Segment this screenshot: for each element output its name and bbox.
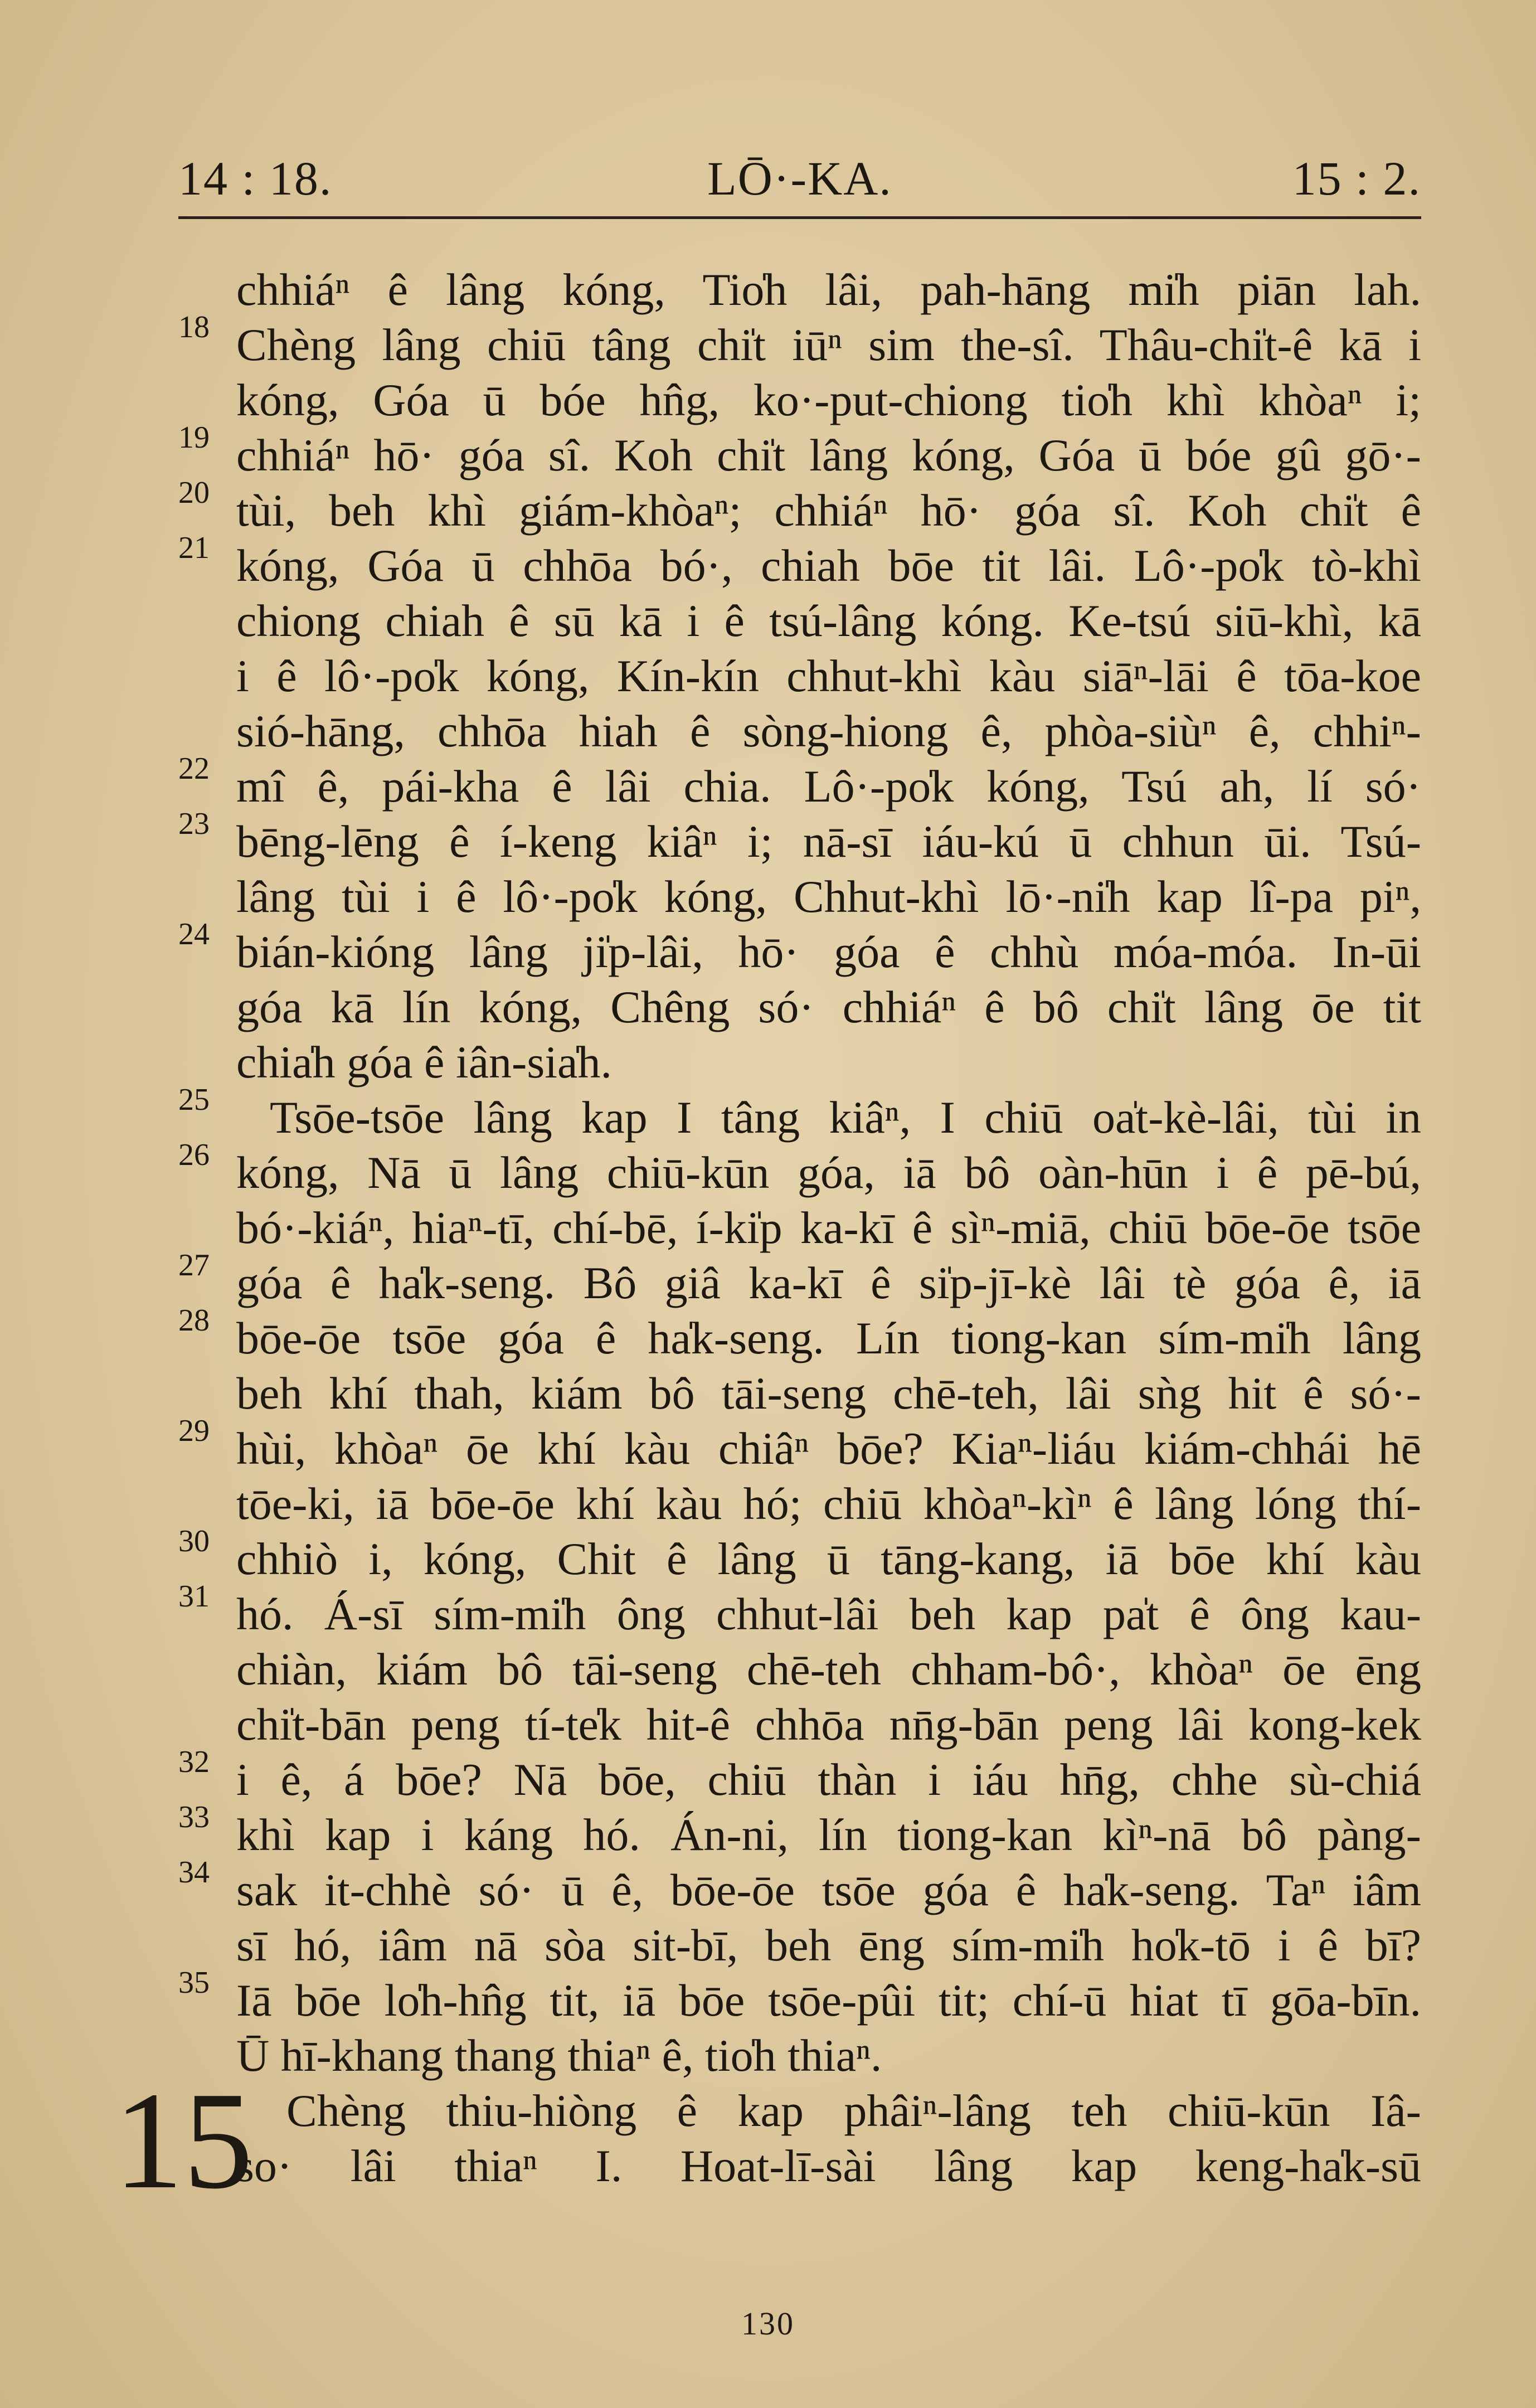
verse-number: 33 — [178, 1800, 210, 1834]
line-text: bēng-lēng ê í-keng kiâⁿ i; nā-sī iáu-kú ū chhun ūi. Tsú- — [236, 816, 1421, 867]
text-line — [178, 475, 1421, 538]
text-line — [178, 531, 1421, 593]
header-book-title: LŌ·-KA. — [707, 152, 892, 205]
verse-number: 29 — [178, 1414, 210, 1448]
line-text: chi̍t-bān peng tí-te̍k hit-ê chhōa nn̄g-bān peng lâi kong-kek — [236, 1699, 1421, 1750]
text-line — [236, 869, 1421, 924]
text-line — [178, 310, 1421, 372]
page-number: 130 — [741, 2305, 795, 2342]
line-text: hùi, khòaⁿ ōe khí kàu chiâⁿ bōe? Kiaⁿ-liáu kiám-chhái hē — [236, 1423, 1421, 1474]
text-line — [178, 1414, 1421, 1476]
line-text: bó·-kiáⁿ, hiaⁿ-tī, chí-bē, í-ki̍p ka-kī ê sìⁿ-miā, chiū bōe-ōe tsōe — [236, 1202, 1421, 1253]
text-line — [236, 1697, 1421, 1752]
text-line — [236, 593, 1421, 648]
line-text: Chèng lâng chiū tâng chi̍t iūⁿ sim the-sî. Thâu-chi̍t-ê kā i — [236, 319, 1421, 370]
line-text: góa kā lín kóng, Chêng só· chhiáⁿ ê bô chi̍t lâng ōe tit — [236, 982, 1421, 1032]
verse-number: 27 — [178, 1248, 210, 1283]
line-text: sió-hāng, chhōa hiah ê sòng-hiong ê, phòa-siùⁿ ê, chhiⁿ- — [236, 706, 1421, 756]
header-left-reference: 14 : 18. — [178, 152, 333, 205]
text-line — [178, 1524, 1421, 1586]
verse-number: 20 — [178, 475, 210, 510]
text-line — [178, 1965, 1421, 2028]
text-line — [236, 648, 1421, 703]
chapter-number: 15 — [114, 2064, 253, 2218]
running-header — [178, 151, 1421, 217]
text-line — [236, 1366, 1421, 1421]
text-line — [236, 1476, 1421, 1531]
line-text: i ê, á bōe? Nā bōe, chiū thàn i iáu hn̄g, chhe sù-chiá — [236, 1754, 1421, 1805]
verse-number: 28 — [178, 1303, 210, 1338]
line-text: tùi, beh khì giám-khòaⁿ; chhiáⁿ hō· góa sî. Koh chi̍t ê — [236, 485, 1421, 536]
verse-number: 24 — [178, 917, 210, 951]
line-text: chiong chiah ê sū kā i ê tsú-lâng kóng. Ke-tsú siū-khì, kā — [236, 595, 1421, 646]
line-text: sak it-chhè só· ū ê, bōe-ōe tsōe góa ê ha̍k-seng. Taⁿ iâm — [236, 1865, 1421, 1915]
text-line — [236, 1917, 1421, 1973]
verse-number: 23 — [178, 807, 210, 841]
text-line — [178, 917, 1421, 979]
verse-number: 25 — [178, 1082, 210, 1117]
text-line — [236, 979, 1421, 1035]
line-text: chhiò i, kóng, Chit ê lâng ū tāng-kang, iā bōe khí kàu — [236, 1533, 1421, 1584]
line-text: Tsōe-tsōe lâng kap I tâng kiâⁿ, I chiū oa̍t-kè-lâi, tùi in — [270, 1092, 1421, 1143]
header-rule — [178, 216, 1421, 219]
line-text: chia̍h góa ê iân-sia̍h. — [236, 1037, 612, 1088]
verse-number: 32 — [178, 1745, 210, 1779]
verse-number: 22 — [178, 751, 210, 786]
line-text: chiàn, kiám bô tāi-seng chē-teh chham-bô·, khòaⁿ ōe ēng — [236, 1644, 1421, 1695]
line-text: chhiáⁿ hō· góa sî. Koh chi̍t lâng kóng, Góa ū bóe gû gō·- — [236, 430, 1421, 480]
text-line — [178, 1248, 1421, 1310]
line-text: kóng, Góa ū bóe hn̂g, ko·-put-chiong tio̍h khì khòaⁿ i; — [236, 375, 1421, 425]
text-line — [178, 1082, 1421, 1145]
text-line — [178, 1745, 1421, 1807]
text-line — [178, 1303, 1421, 1366]
line-text: lâng tùi i ê lô·-po̍k kóng, Chhut-khì lō·-ni̍h kap lî-pa piⁿ, — [236, 871, 1421, 922]
verse-number: 21 — [178, 531, 210, 565]
text-line — [236, 2028, 1421, 2083]
text-line — [236, 1200, 1421, 1255]
text-line — [236, 703, 1421, 759]
verse-number: 18 — [178, 310, 210, 344]
text-line — [178, 807, 1421, 869]
text-line — [236, 2138, 1421, 2193]
verse-number: 19 — [178, 420, 210, 455]
line-text: tōe-ki, iā bōe-ōe khí kàu hó; chiū khòaⁿ-kìⁿ ê lâng lóng thí- — [236, 1478, 1421, 1529]
line-text: khì kap i káng hó. Án-ni, lín tiong-kan kìⁿ-nā bô pàng- — [236, 1809, 1421, 1860]
line-text: Ū hī-khang thang thiaⁿ ê, tio̍h thiaⁿ. — [236, 2030, 882, 2081]
text-line — [178, 1855, 1421, 1917]
verse-number: 26 — [178, 1138, 210, 1172]
text-line — [178, 1579, 1421, 1642]
text-line — [236, 372, 1421, 428]
text-line — [178, 751, 1421, 814]
verse-number: 31 — [178, 1579, 210, 1614]
text-line — [178, 1800, 1421, 1862]
verse-number: 30 — [178, 1524, 210, 1559]
line-text: chhiáⁿ ê lâng kóng, Tio̍h lâi, pah-hāng mi̍h piān lah. — [236, 264, 1421, 315]
verse-number: 35 — [178, 1965, 210, 2000]
text-line — [178, 420, 1421, 483]
line-text: bián-kióng lâng ji̍p-lâi, hō· góa ê chhù móa-móa. In-ūi — [236, 926, 1421, 977]
text-line — [178, 1138, 1421, 1200]
line-text: beh khí thah, kiám bô tāi-seng chē-teh, lâi sǹg hit ê só·- — [236, 1368, 1421, 1419]
line-text: bōe-ōe tsōe góa ê ha̍k-seng. Lín tiong-kan sím-mi̍h lâng — [236, 1313, 1421, 1363]
text-line — [236, 1642, 1421, 1697]
verse-number: 34 — [178, 1855, 210, 1890]
line-text: sī hó, iâm nā sòa sit-bī, beh ēng sím-mi̍h ho̍k-tō i ê bī? — [236, 1920, 1421, 1970]
line-text: kóng, Nā ū lâng chiū-kūn góa, iā bô oàn-hūn i ê pē-bú, — [236, 1147, 1421, 1198]
header-right-reference: 15 : 2. — [1292, 152, 1421, 205]
line-text: mî ê, pái-kha ê lâi chia. Lô·-po̍k kóng, Tsú ah, lí só· — [236, 761, 1421, 812]
scripture-text — [114, 262, 1421, 2218]
text-line — [236, 262, 1421, 317]
line-text: góa ê ha̍k-seng. Bô giâ ka-kī ê si̍p-jī-kè lâi tè góa ê, iā — [236, 1258, 1421, 1308]
line-text: so· lâi thiaⁿ I. Hoat-lī-sài lâng kap keng-ha̍k-sū — [236, 2140, 1421, 2191]
line-text: i ê lô·-po̍k kóng, Kín-kín chhut-khì kàu siāⁿ-lāi ê tōa-koe — [236, 650, 1421, 701]
line-text: Chèng thiu-hiòng ê kap phâiⁿ-lâng teh chiū-kūn Iâ- — [286, 2085, 1421, 2136]
text-line — [236, 1035, 1421, 1090]
line-text: Iā bōe lo̍h-hn̂g tit, iā bōe tsōe-pûi tit; chí-ū hiat tī gōa-bīn. — [236, 1975, 1421, 2026]
line-text: hó. Á-sī sím-mi̍h ông chhut-lâi beh kap pa̍t ê ông kau- — [236, 1589, 1421, 1639]
line-text: kóng, Góa ū chhōa bó·, chiah bōe tit lâi. Lô·-po̍k tò-khì — [236, 540, 1421, 591]
